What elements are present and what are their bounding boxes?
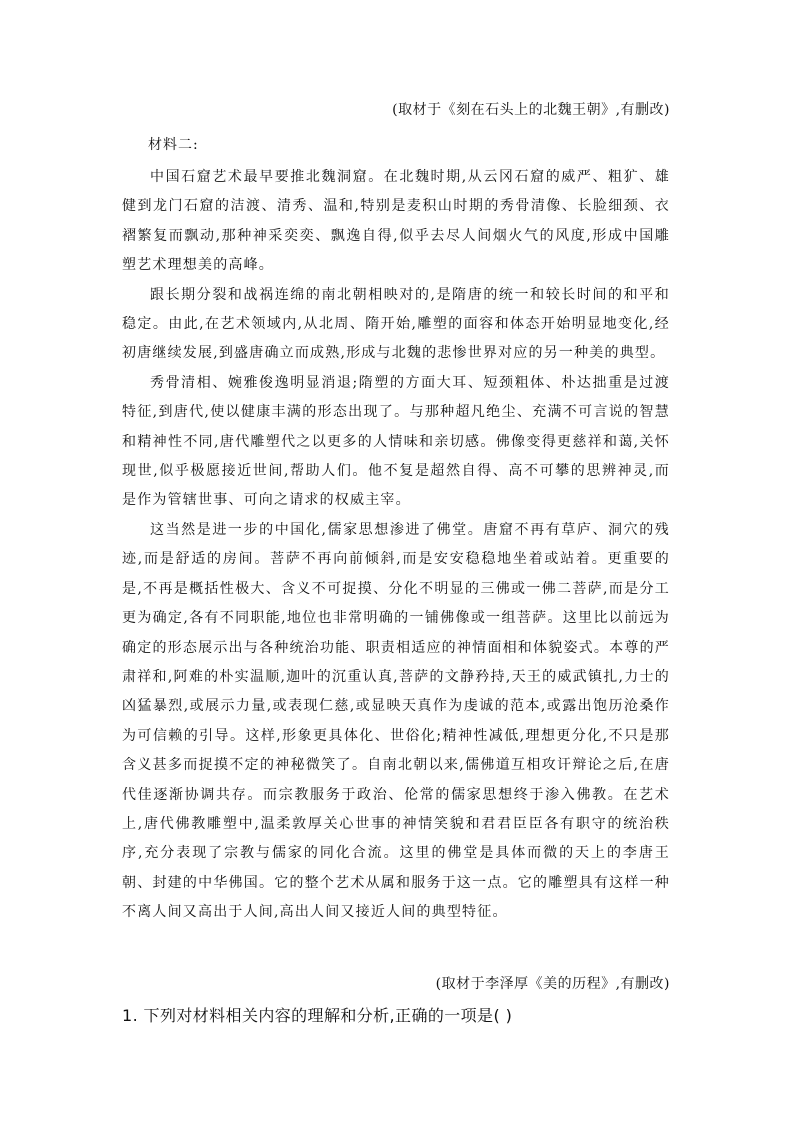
material-label: 材料二: — [148, 137, 199, 153]
body-text — [122, 163, 670, 928]
source-citation-top: (取材于《刻在石头上的北魏王朝》,有删改) — [392, 102, 670, 118]
source-citation-bottom: (取材于李泽厚《美的历程》,有删改) — [435, 976, 670, 992]
paragraph-2: 跟长期分裂和战祸连绵的南北朝相映对的,是隋唐的统一和较长时间的和平和稳定。由此,在艺术领域内,从北周、隋开始,雕塑的面容和体态开始明显地变化,经初唐继续发展,到盛唐确立而成熟,形成与北魏的悲惨世界对应的另一种美的典型。 — [122, 286, 670, 362]
paragraph-1: 中国石窟艺术最早要推北魏洞窟。在北魏时期,从云冈石窟的威严、粗犷、雄健到龙门石窟的洁渡、清秀、温和,特别是麦积山时期的秀骨清像、长脸细颈、衣褶繁复而飘动,那种神采奕奕、飘逸自得,似乎去尽人间烟火气的风度,形成中国雕塑艺术理想美的高峰。 — [122, 169, 670, 274]
paragraph-3: 秀骨清相、婉雅俊逸明显消退;隋塑的方面大耳、短颈粗体、朴达拙重是过渡特征,到唐代,使以健康丰满的形态出现了。与那种超凡绝尘、充满不可言说的智慧和精神性不同,唐代雕塑代之以更多的人情味和亲切感。佛像变得更慈祥和蔼,关怀现世,似乎极愿接近世间,帮助人们。他不复是超然自得、高不可攀的思辨神灵,而是作为管辖世事、可向之请求的权威主宰。 — [122, 374, 670, 509]
question-1: 1. 下列对材料相关内容的理解和分析,正确的一项是( ) — [122, 1006, 513, 1025]
paragraph-4: 这当然是进一步的中国化,儒家思想渗进了佛堂。唐窟不再有草庐、洞穴的残迹,而是舒适的房间。菩萨不再向前倾斜,而是安安稳稳地坐着或站着。更重要的是,不再是概括性极大、含义不可捉摸、分化不明显的三佛或一佛二菩萨,而是分工更为确定,各有不同职能,地位也非常明确的一铺佛像或一组菩萨。这里比以前远为确定的形态展示出与各种统治功能、职责相适应的神情面相和体貌姿式。本尊的严肃祥和,阿难的朴实温顺,迦叶的沉重认真,菩萨的文静矜持,天王的威武镇扎,力士的凶猛暴烈,或展示力量,或表现仁慈,或显映天真作为虔诚的范本,或露出饱历沧桑作为可信赖的引导。这样,形象更具体化、世俗化;精神性减低,理想更分化,不只是那含义甚多而捉摸不定的神秘微笑了。自南北朝以来,儒佛道互相攻讦辩论之后,在唐代佳逐渐协调共存。而宗教服务于政治、伦常的儒家思想终于渗入佛教。在艺术上,唐代佛教雕塑中,温柔敦厚关心世事的神情笑貌和君君臣臣各有职守的统治秩序,充分表现了宗教与儒家的同化合流。这里的佛堂是具体而微的天上的李唐王朝、封建的中华佛国。它的整个艺术从属和服务于这一点。它的雕塑具有这样一种不离人间又高出于人间,高出人间又接近人间的典型特征。 — [122, 521, 670, 921]
